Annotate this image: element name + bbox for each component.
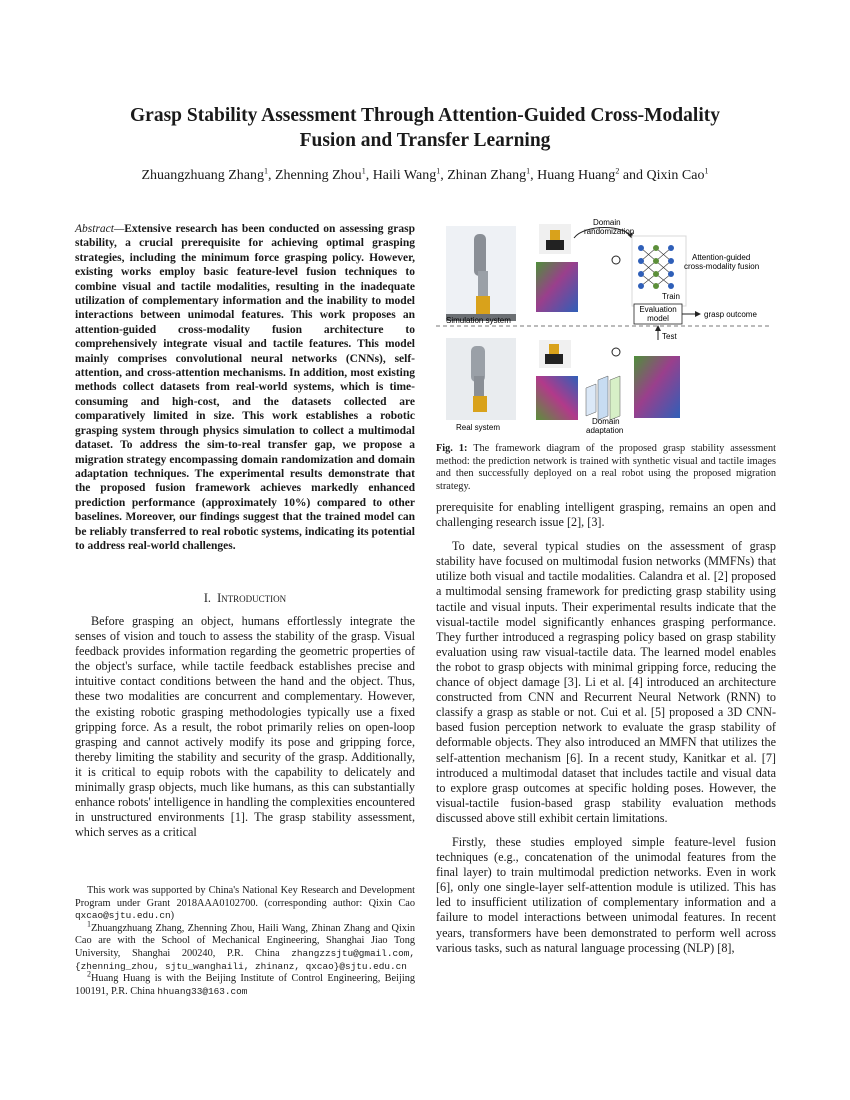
affiliation-2-footnote: $^2$Huang Huang is with the Beijing Institute of Control Engineering, Beijing 100191, P.R. China hhuang33@163.com <box>75 969 415 997</box>
author-name: Zhenning Zhou <box>274 168 362 183</box>
aff2-email: hhuang33@163.com <box>157 985 248 997</box>
author-name: Zhuangzhuang Zhang <box>141 168 264 183</box>
right-paragraph-2: Firstly, these studies employed simple feature-level fusion techniques (e.g., concatenation of the unimodal features from the final layer) to train multimodal prediction networks. Even in work [6], only one single-layer self-attention module is utilized. This has led to insufficient utilization of complementary information and a failure to model interactions between unimodal features. In recent years, transformers have been demonstrated to perform well across various tasks, such as natural language processing (NLP) [8], <box>436 834 776 955</box>
adapted-tactile-image <box>634 356 680 418</box>
author-name: Zhinan Zhang <box>447 168 527 183</box>
bottom-sum-node <box>612 348 620 356</box>
funding-email: qxcao@sjtu.edu.cn <box>75 910 171 922</box>
author-affiliation-mark: 2 <box>615 166 620 176</box>
title-line-2: Fusion and Transfer Learning <box>299 130 551 151</box>
author-affiliation-mark: 1 <box>704 166 709 176</box>
test-label: Test <box>662 332 677 341</box>
abstract-label: Abstract <box>75 223 114 235</box>
evaluation-label-2: model <box>647 314 669 323</box>
caption-text: The framework diagram of the proposed grasp stability assessment method: the prediction network is trained with synthetic visual and tactile images and then successfully deployed on a real robot using the proposed migration strategy. <box>436 443 776 492</box>
author-list <box>60 167 790 185</box>
author-affiliation-mark: 1 <box>436 166 441 176</box>
author-affiliation-mark: 1 <box>526 166 531 176</box>
introduction-body <box>75 614 415 840</box>
domain-randomization-label-1: Domain <box>593 218 621 227</box>
title-line-1: Grasp Stability Assessment Through Attention-Guided Cross-Modality <box>130 105 720 126</box>
domain-adaptation-label-2: adaptation <box>586 426 624 435</box>
grasp-outcome-label: grasp outcome <box>704 310 757 319</box>
author-name: Haili Wang <box>372 168 437 183</box>
domain-randomization-label-2: randomization <box>584 227 635 236</box>
footnotes <box>75 885 415 998</box>
top-sum-node <box>612 256 620 264</box>
author-separator: , <box>365 168 373 183</box>
evaluation-label-1: Evaluation <box>639 305 677 314</box>
right-column-body <box>436 500 776 956</box>
abstract <box>75 222 415 553</box>
author-separator: and <box>619 168 647 183</box>
framework-diagram <box>436 216 776 438</box>
affiliation-1-footnote: $^1$Zhuangzhuang Zhang, Zhenning Zhou, Haili Wang, Zhinan Zhang and Qixin Cao are with the School of Mechanical Engineering, Shanghai Jiao Tong University, Shanghai 200240, P.R. China zhangzzsjtu@gmail.com, {zhenning_zhou, sjtu_wanghaili, zhinanz, qxcao}@sjtu.edu.cn <box>75 919 415 972</box>
author-name: Huang Huang <box>537 168 616 183</box>
train-label: Train <box>662 292 680 301</box>
intro-paragraph: Before grasping an object, humans effortlessly integrate the senses of vision and touch to assess the stability of the grasp. Visual feedback provides information regarding the geometric properties of the object's surface, while tactile feedback establishes precise and intuitive contact conditions between the hand and the object. Thus, these two modalities are concurrent and complementary. However, the existing robotic grasping methodologies typically use a fixed gripping force. As a result, the robot primarily relies on open-loop grasping and cannot actively modify its pose and gripping force, thereby limiting the stability and security of the grasp. Additionally, it is critical to equip robots with the capability to delicately and minimally grasp objects, much like humans, as this can substantially enhance robots' intelligence in handling the complexities encountered in unstructured environments [1]. The grasp stability assessment, which serves as a critical <box>75 614 415 840</box>
abstract-text: Extensive research has been conducted on assessing grasp stability, a crucial prerequisite for achieving optimal grasping strategies, including the minimum force grasping policy. However, existing works employ basic feature-level fusion techniques to combine visual and tactile modalities, resulting in the inadequate utilization of complementary information and the inability to model interactions between unimodal features. This work proposes an attention-guided cross-modality fusion architecture to comprehensively integrate visual and tactile features. This model mainly comprises convolutional neural networks (CNNs), self-attention, and cross-attention mechanisms. In addition, most existing methods collect datasets from real-world systems, which is time-consuming and high-cost, and the datasets collected are comparatively limited in size. This work establishes a robotic grasping system through physics simulation to collect a multimodal dataset. To address the sim-to-real transfer gap, we propose a migration strategy encompassing domain randomization and domain adaptation techniques. The experimental results demonstrate that the proposed fusion framework achieves markedly enhanced prediction performance (approximately 10%) compared to other baselines. Moreover, our findings suggest that the trained model can be reliably transferred to real robotic systems, indicating its potential to address real-world challenges. <box>75 223 415 552</box>
domain-adaptation-label-1: Domain <box>592 417 620 426</box>
aff1-email-2: {zhenning_zhou, sjtu_wanghaili, zhinanz, qxcao}@sjtu.edu.cn <box>75 960 407 972</box>
aff1-email-1: zhangzzsjtu@gmail.com, <box>291 947 415 959</box>
framework-figure <box>436 216 776 438</box>
funding-footnote: This work was supported by China's National Key Research and Development Program under Grant 2018AAA0102700. (corresponding author: Qixin Cao qxcao@sjtu.edu.cn) <box>75 885 415 922</box>
sim-tactile-image <box>536 262 578 312</box>
author-name: Qixin Cao <box>646 168 705 183</box>
right-paragraph-0: prerequisite for enabling intelligent grasping, remains an open and challenging research issue [2], [3]. <box>436 500 776 530</box>
author-affiliation-mark: 1 <box>263 166 268 176</box>
real-system-label: Real system <box>456 423 501 432</box>
author-separator: , <box>440 168 448 183</box>
author-separator: , <box>267 168 275 183</box>
paper-title <box>70 103 780 153</box>
domain-adaptation-network <box>586 376 620 420</box>
section-heading-introduction <box>75 591 415 606</box>
simulation-system-label: Simulation system <box>446 316 511 325</box>
section-title: Introduction <box>217 591 287 605</box>
right-paragraph-1: To date, several typical studies on the assessment of grasp stability have focused on multimodal fusion networks (MMFNs) that utilize both visual and tactile modalities. Calandra et al. [2] proposed a multimodal sensing framework for predicting grasp stability using tactile and visual inputs. Their experimental results indicate that the visual-tactile model significantly enhances grasping performance. They further introduced a regrasping policy based on grasp stability evaluation using raw visual-tactile data. The learned model enables the robot to grasp objects with minimal gripping force, reducing the chance of object damage [3]. Li et al. [4] introduced an architecture constructed from CNN and Recurrent Neural Network (RNN) to classify a grasp as stable or not. Cui et al. [5] proposed a 3D CNN-based fusion perception network to evaluate the grasp stability of deformable objects. They also introduced an MMFN that utilizes the self-attention mechanism [6]. In a recent study, Kanitkar et al. [7] introduced a multimodal dataset that includes tactile and visual data to explore grasp outcomes at specific holding poses. However, the visual-tactile fusion-based grasp stability evaluation methods discussed above still exhibit certain limitations. <box>436 539 776 825</box>
author-affiliation-mark: 1 <box>361 166 366 176</box>
abstract-dash: — <box>113 223 125 235</box>
fusion-label-2: cross-modality fusion <box>684 262 760 271</box>
figure-caption <box>436 443 776 493</box>
fusion-label-1: Attention-guided <box>692 253 751 262</box>
author-separator: , <box>530 168 538 183</box>
section-number: I. <box>203 591 211 605</box>
caption-label: Fig. 1: <box>436 443 468 454</box>
real-tactile-image <box>536 376 578 420</box>
